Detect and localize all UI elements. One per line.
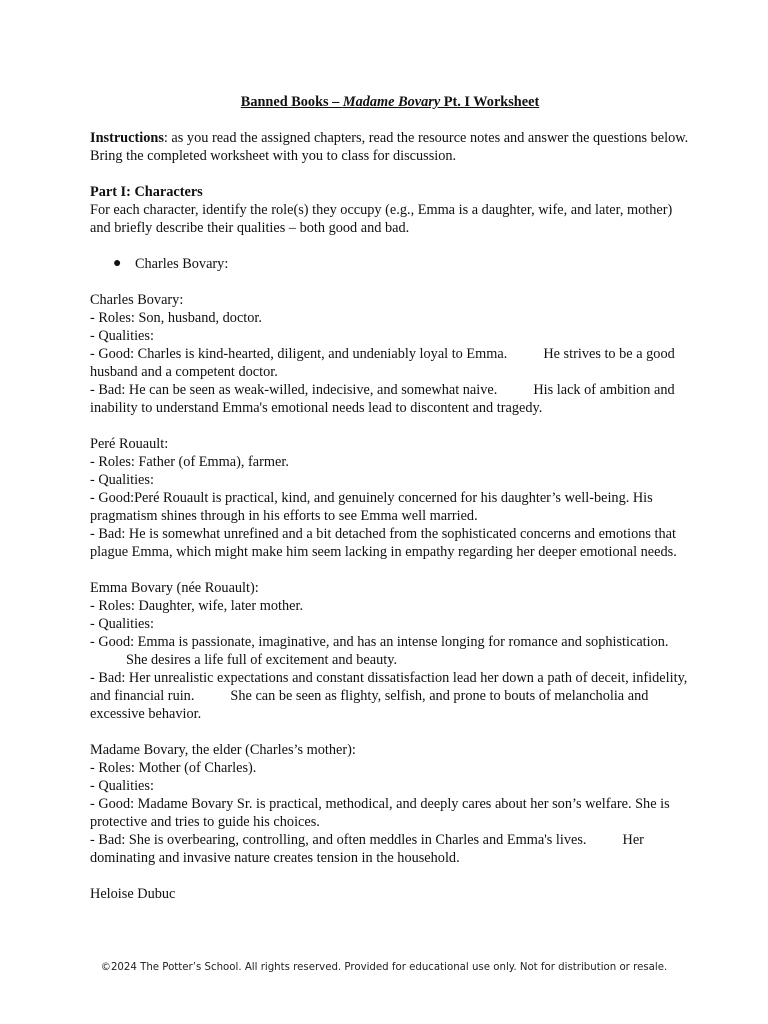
bad-text-a: - Bad: She is overbearing, controlling, and often meddles in Charles and Emma's lives. [90, 832, 587, 848]
instructions-text: : as you read the assigned chapters, read the resource notes and answer the questions below. Bring the completed worksheet with you to class for discussion. [90, 130, 689, 164]
bad-text-b: She can be seen as flighty, selfish, and prone to bouts of melancholia and excessive behavior. [90, 688, 649, 722]
character-name: Charles Bovary: [90, 292, 184, 308]
character-name: Emma Bovary (née Rouault): [90, 580, 259, 596]
instructions [90, 129, 690, 165]
title-book: Madame Bovary [342, 94, 441, 110]
spacer [90, 723, 690, 741]
good-text-b: She desires a life full of excitement and beauty. [126, 652, 398, 668]
worksheet-page [90, 93, 690, 903]
spacer [90, 111, 690, 129]
spacer [90, 417, 690, 435]
spacer [90, 165, 690, 183]
character-bad: - Bad: He is somewhat unrefined and a bit detached from the sophisticated concerns and emotions that plague Emma, which might make him seem lacking in empathy regarding her deeper emotional needs. [90, 526, 677, 560]
bullet-dot: ● [113, 256, 122, 271]
bullet-item [113, 255, 690, 273]
character-qualities-label: - Qualities: [90, 472, 154, 488]
character-good: - Good: Madame Bovary Sr. is practical, methodical, and deeply cares about her son’s welfare. She is protective and tries to guide his choices. [90, 796, 670, 830]
bad-text-b: Her dominating and invasive nature creates tension in the household. [90, 832, 644, 866]
spacer [90, 561, 690, 579]
spacer [90, 273, 690, 291]
character-roles: - Roles: Daughter, wife, later mother. [90, 598, 304, 614]
instructions-label: Instructions [90, 130, 164, 146]
bad-text-a: - Bad: Her unrealistic expectations and constant dissatisfaction lead her down a path of deceit, infidelity, and financial ruin. [90, 670, 688, 704]
copyright-footer: ©2024 The Potter’s School. All rights reserved. Provided for educational use only. Not for distribution or resale. [100, 962, 668, 973]
bullet-list [90, 255, 690, 273]
part1-heading: Part I: Characters [90, 184, 203, 200]
character-block-madame-elder [90, 741, 690, 867]
bullet-text: Charles Bovary: [135, 256, 229, 272]
good-text-a: - Good: Emma is passionate, imaginative, and has an intense longing for romance and sophistication. [90, 634, 669, 650]
character-qualities-label: - Qualities: [90, 778, 154, 794]
character-good [90, 633, 690, 669]
character-roles: - Roles: Son, husband, doctor. [90, 310, 262, 326]
character-name: Madame Bovary, the elder (Charles’s mother): [90, 742, 356, 758]
bad-text-a: - Bad: He can be seen as weak-willed, indecisive, and somewhat naive. [90, 382, 498, 398]
character-good: - Good:Peré Rouault is practical, kind, and genuinely concerned for his daughter’s well-being. His pragmatism shines through in his efforts to see Emma well married. [90, 490, 653, 524]
title-prefix: Banned Books – [240, 94, 343, 110]
spacer [90, 237, 690, 255]
character-name: Peré Rouault: [90, 436, 169, 452]
author-name: Heloise Dubuc [90, 886, 176, 902]
character-block-charles [90, 291, 690, 417]
good-text-a: - Good: Charles is kind-hearted, diligent, and undeniably loyal to Emma. [90, 346, 508, 362]
part1-intro: For each character, identify the role(s) they occupy (e.g., Emma is a daughter, wife, and later, mother) and briefly describe their qualities – both good and bad. [90, 202, 673, 236]
character-bad [90, 381, 690, 417]
character-roles: - Roles: Father (of Emma), farmer. [90, 454, 289, 470]
character-qualities-label: - Qualities: [90, 328, 154, 344]
character-block-emma [90, 579, 690, 723]
character-good [90, 345, 690, 381]
character-roles: - Roles: Mother (of Charles). [90, 760, 257, 776]
bad-text-b: His lack of ambition and inability to understand Emma's emotional needs lead to discontent and tragedy. [90, 382, 675, 416]
spacer [90, 867, 690, 885]
character-bad [90, 669, 690, 723]
character-bad [90, 831, 690, 867]
good-text-b: He strives to be a good husband and a competent doctor. [90, 346, 675, 380]
character-block-rouault [90, 435, 690, 561]
worksheet-title [90, 93, 690, 111]
title-suffix: Pt. I Worksheet [440, 94, 540, 110]
character-qualities-label: - Qualities: [90, 616, 154, 632]
